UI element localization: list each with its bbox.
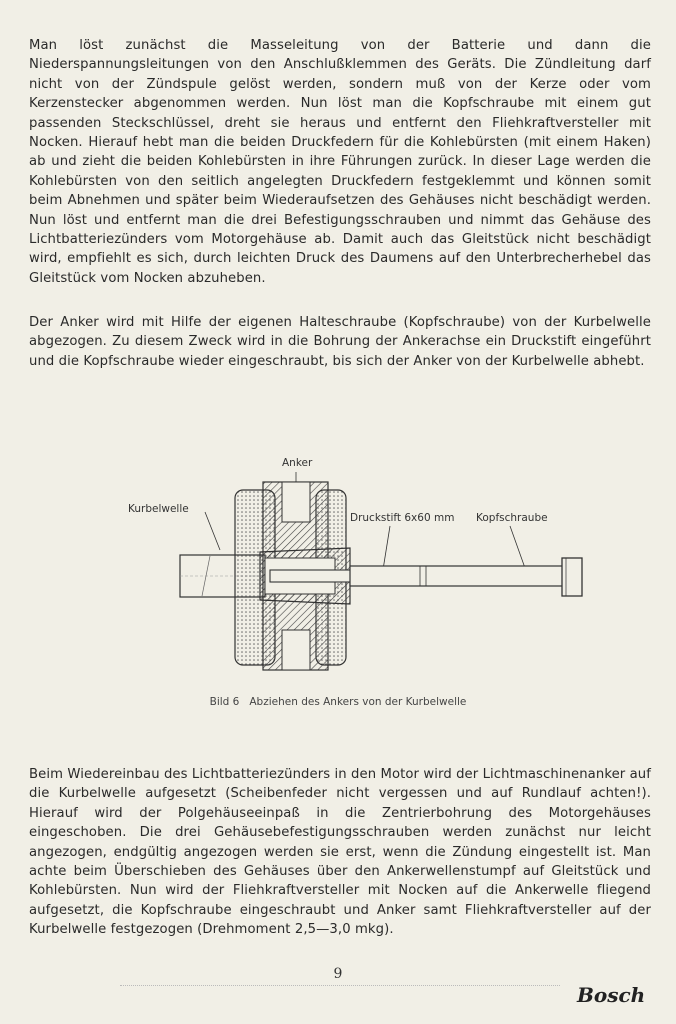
armature-drawing (120, 450, 590, 690)
caption-number: Bild 6 (209, 696, 240, 708)
page-number: 9 (333, 966, 343, 982)
label-kopfschraube: Kopfschraube (476, 512, 548, 524)
label-druckstift: Druckstift 6x60 mm (350, 512, 455, 524)
paragraph-armature-pull: Der Anker wird mit Hilfe der eigenen Halteschraube (Kopfschraube) von der Kurbelwelle abgezogen. Zu diesem Zweck wird in die Bohrung der Ankerachse ein Druckstift eingeführt und die Kopfschraube wieder eingeschraubt, bis sich der Anker von der Kurbelwelle abhebt. (29, 315, 651, 369)
bosch-logo (575, 978, 655, 1012)
caption-text: Abziehen des Ankers von der Kurbelwelle (249, 696, 467, 708)
label-kurbelwelle: Kurbelwelle (128, 503, 189, 515)
figure-caption (0, 696, 676, 708)
paragraph-removal-steps: Man löst zunächst die Masseleitung von der Batterie und dann die Niederspannungsleitungen von den Anschlußklemmen des Geräts. Die Zündleitung darf nicht von der Zündspule gelöst werden, sondern muß von der Kerze oder vom Kerzenstecker abgenommen werden. Nun löst man die Kopfschraube mit einem gut passenden Steckschlüssel, dreht sie heraus und entfernt den Fliehkraftversteller mit Nocken. Hierauf hebt man die beiden Druckfedern für die Kohlebürsten (mit einem Haken) ab und zieht die beiden Kohlebürsten in ihre Führungen zurück. In dieser Lage werden die Kohlebürsten von den seitlich angelegten Druckfedern festgeklemmt und können somit beim Abnehmen und später beim Wiederaufsetzen des Gehäuses nicht beschädigt werden. Nun löst und entfernt man die drei Befestigungsschrauben und nimmt das Gehäuse des Lichtbatteriezünders vom Motorgehäuse ab. Damit auch das Gleitstück nicht beschädigt wird, empfiehlt es sich, durch leichten Druck des Daumens auf den Unterbrecherhebel das Gleitstück vom Nocken abzuheben. (29, 38, 651, 286)
figure-armature-diagram (120, 450, 590, 690)
paragraph-reinstallation: Beim Wiedereinbau des Lichtbatteriezünders in den Motor wird der Lichtmaschinenanker auf die Kurbelwelle aufgesetzt (Scheibenfeder nicht vergessen und auf Rundlauf achten!). Hierauf wird der Polgehäuseeinpaß in die Zentrierbohrung des Motorgehäuses eingeschoben. Die drei Gehäusebefestigungsschrauben werden zunächst nur leicht angezogen, endgültig angezogen werden sie erst, wenn die Zündung eingestellt ist. Man achte beim Überschieben des Gehäuses über den Ankerwellenstumpf auf Gleitstück und Kohlebürsten. Nun wird der Fliehkraftversteller mit Nocken auf die Ankerwelle fliegend aufgesetzt, die Kopfschraube eingeschraubt und Anker samt Fliehkraftversteller auf der Kurbelwelle festgezogen (Drehmoment 2,5—3,0 mkg). (29, 767, 651, 938)
svg-text:Bosch: Bosch (577, 983, 646, 1007)
label-anker: Anker (282, 457, 313, 469)
bosch-logo-mark (575, 978, 655, 1012)
footer-divider (120, 985, 560, 986)
